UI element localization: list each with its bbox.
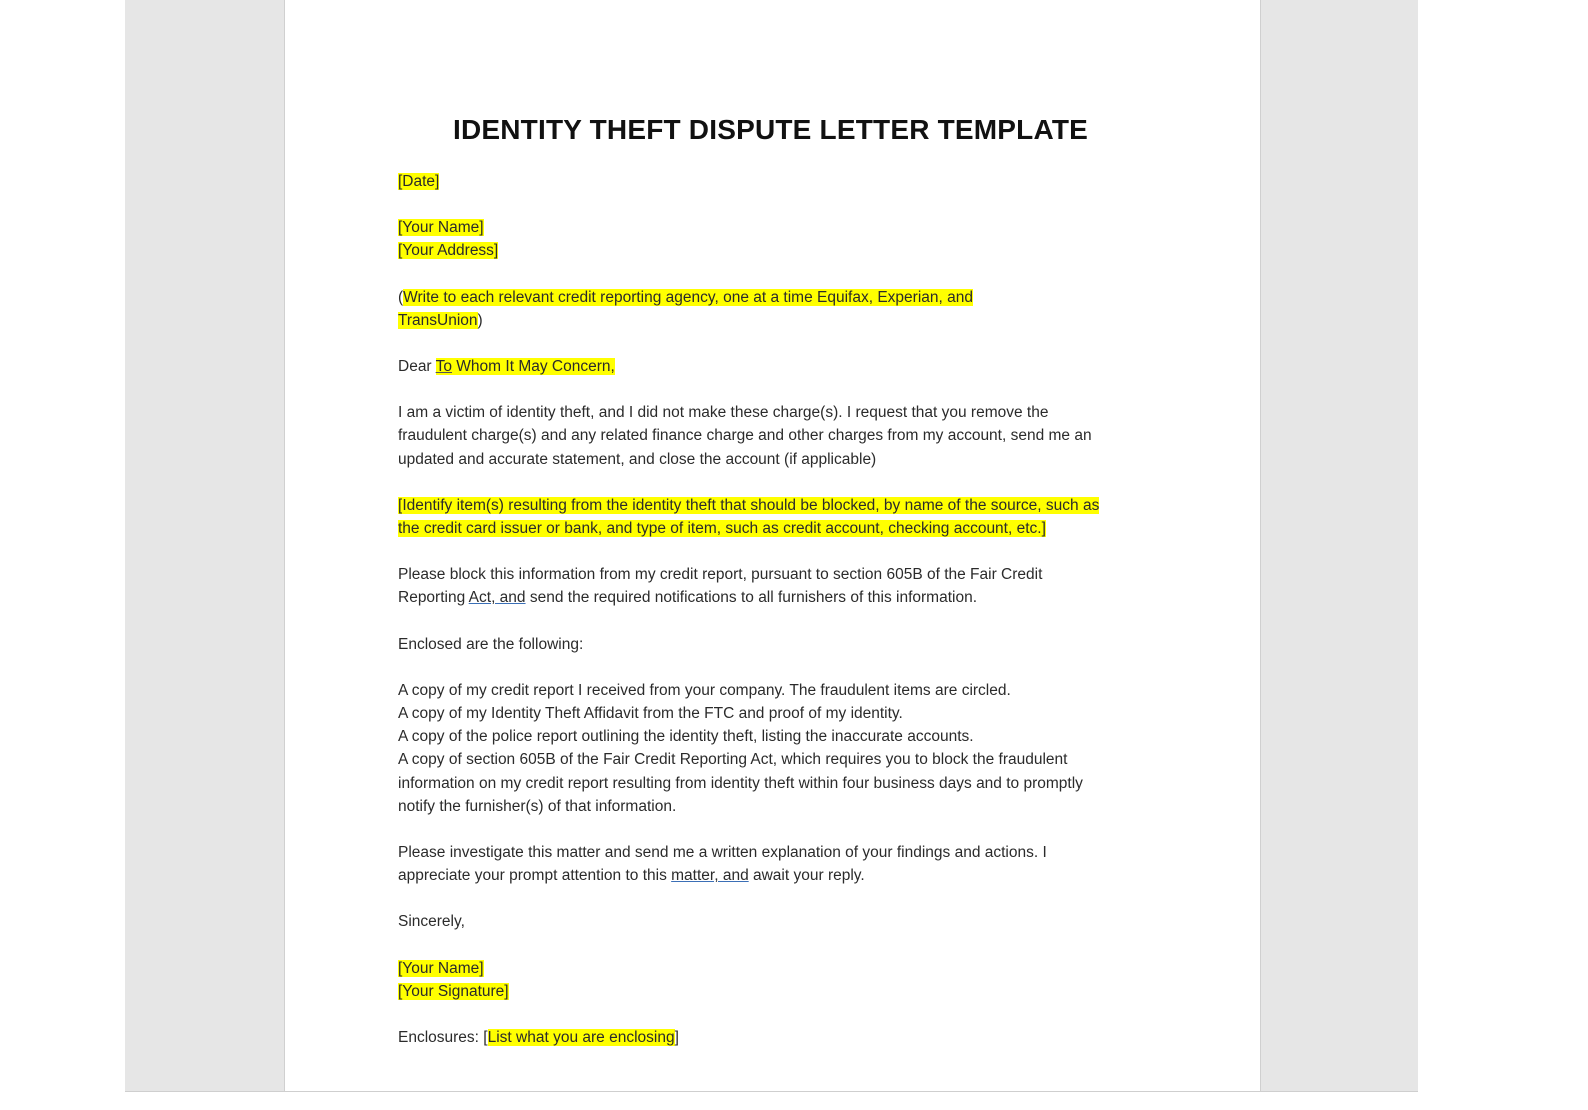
sender-address: [Your Address] bbox=[398, 242, 499, 260]
document-viewer bbox=[125, 0, 1418, 1092]
sender-name: [Your Name] bbox=[398, 219, 484, 237]
identify-items-placeholder: [Identify item(s) resulting from the identity theft that should be blocked, by name of the source, such as the credit card issuer or bank, and type of item, such as credit account, checking account, etc.] bbox=[398, 496, 1100, 538]
body-paragraph-1: I am a victim of identity theft, and I did not make these charge(s). I request that you remove the fraudulent charge(s) and any related finance charge and other charges from my account, send me an updated and accurate statement, and close the account (if applicable) bbox=[398, 404, 1092, 468]
enclosures-placeholder: List what you are enclosing bbox=[487, 1029, 675, 1047]
signature-block bbox=[398, 957, 1158, 1003]
sender-block bbox=[398, 216, 1158, 262]
salutation: Dear To Whom It May Concern, bbox=[398, 358, 615, 376]
page-title: IDENTITY THEFT DISPUTE LETTER TEMPLATE bbox=[452, 114, 1089, 145]
list-item: A copy of the police report outlining the identity theft, listing the inaccurate accounts. bbox=[398, 728, 974, 746]
date-field: [Date] bbox=[398, 173, 440, 190]
body-paragraph-3: Please investigate this matter and send me a written explanation of your findings and actions. I appreciate your prompt attention to this matter, and await your reply. bbox=[398, 844, 1047, 885]
instruction-line-2: TransUnion bbox=[398, 311, 478, 329]
grammar-flag-matter-and[interactable]: matter, and bbox=[671, 867, 749, 885]
instruction-line-1: Write to each relevant credit reporting agency, one at a time Equifax, Experian, and bbox=[403, 288, 973, 306]
closing: Sincerely, bbox=[398, 913, 465, 931]
enclosed-heading: Enclosed are the following: bbox=[398, 635, 584, 653]
date-placeholder bbox=[398, 170, 1158, 193]
signature-name: [Your Name] bbox=[398, 959, 484, 977]
enclosures-line: Enclosures: [List what you are enclosing] bbox=[398, 1029, 679, 1047]
instruction-note: (Write to each relevant credit reporting agency, one at a time Equifax, Experian, and TransUnion) bbox=[398, 288, 973, 329]
letter-content bbox=[398, 110, 1158, 1072]
body-paragraph-2: Please block this information from my credit report, pursuant to section 605B of the Fair Credit Reporting Act, and send the required notifications to all furnishers of this information. bbox=[398, 566, 1043, 607]
document-page bbox=[284, 0, 1261, 1091]
salutation-recipient: Whom It May Concern, bbox=[452, 358, 615, 376]
grammar-flag-act-and[interactable]: Act, and bbox=[468, 589, 526, 607]
salutation-to-word: To bbox=[435, 358, 452, 376]
list-item: A copy of my credit report I received from your company. The fraudulent items are circled. bbox=[398, 681, 1011, 699]
enclosures-list: A copy of my credit report I received from your company. The fraudulent items are circled. A copy of my Identity Theft Affidavit from the FTC and proof of my identity. A copy of the police report outlining the identity theft, listing the inaccurate accounts. A copy of section 605B of the Fair Credit Reporting Act, which requires you to block the fraudulent information on my credit report resulting from identity theft within four business days and to promptly notify the furnisher(s) of that information. bbox=[398, 681, 1083, 815]
list-item: A copy of section 605B of the Fair Credit Reporting Act, which requires you to block the fraudulent bbox=[398, 751, 1068, 769]
signature-field: [Your Signature] bbox=[398, 982, 509, 1000]
list-item: A copy of my Identity Theft Affidavit from the FTC and proof of my identity. bbox=[398, 705, 903, 723]
